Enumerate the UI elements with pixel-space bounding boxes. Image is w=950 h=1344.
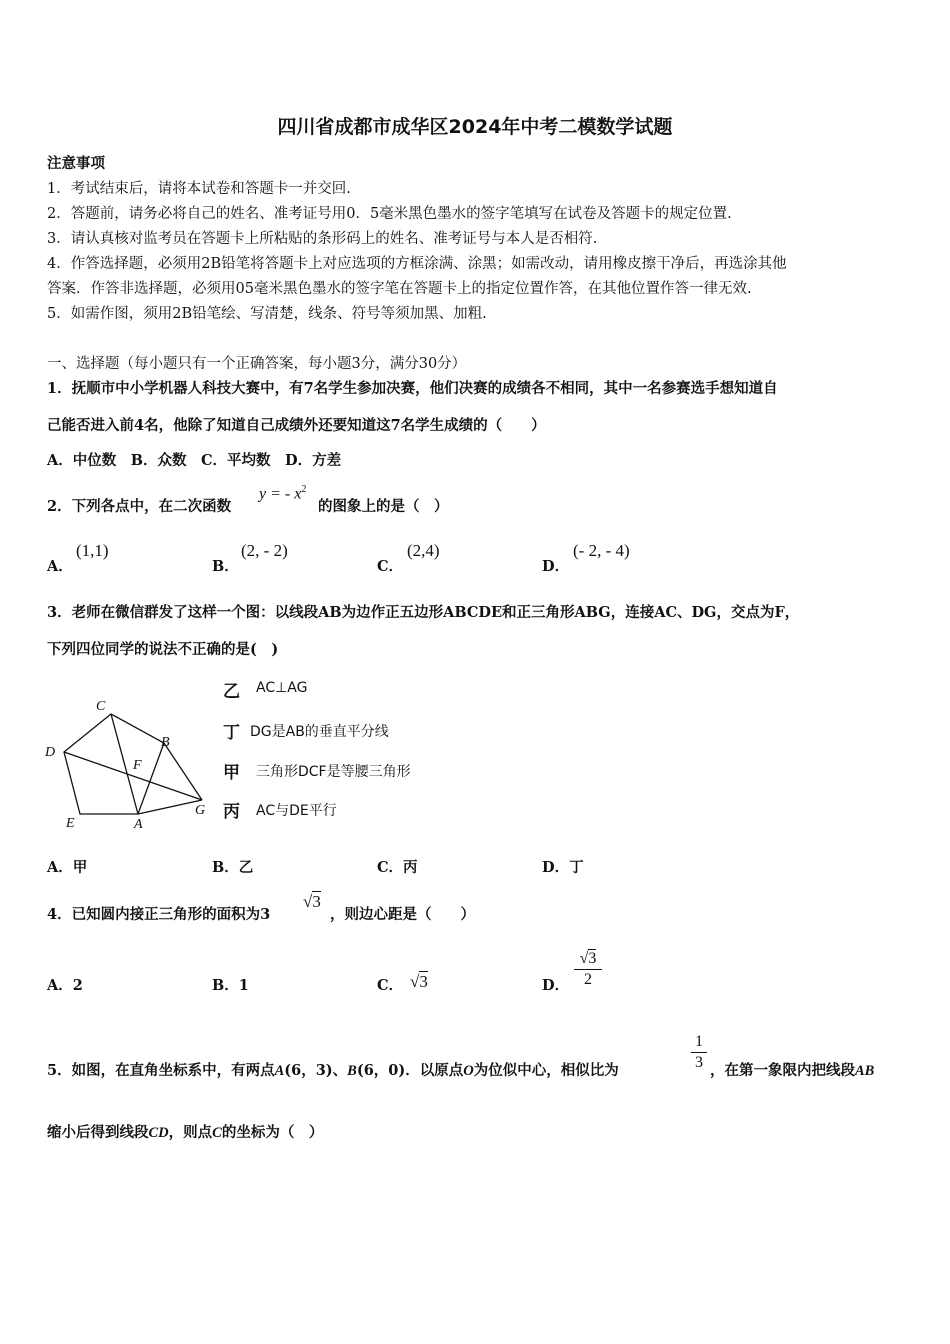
point-label-d: D — [45, 745, 56, 760]
statement-student: 丁 — [223, 723, 240, 743]
q2-option-label: D． — [542, 558, 570, 575]
q5-line1-end: ，在第一象限内把线段AB — [710, 1062, 875, 1079]
q3-option: D．丁 — [542, 859, 584, 876]
q2-stem: 2．下列各点中，在二次函数 — [47, 498, 232, 515]
statement-student: 丙 — [223, 802, 240, 822]
q1-line2: 己能否进入前4名，他除了知道自己成绩外还要知道这7名学生成绩的（ ） — [47, 417, 546, 434]
q4-option-d-fraction: √3 2 — [574, 950, 602, 989]
notice-item: 4．作答选择题，必须用2B铅笔将答题卡上对应选项的方框涂满、涂黑；如需改动，请用橡皮擦干净后，再选涂其他 — [47, 256, 787, 272]
q4-option: B．1 — [212, 977, 249, 994]
q4-option-c-sqrt: √3 — [410, 972, 428, 991]
notice-heading: 注意事项 — [47, 155, 105, 172]
statement-student: 乙 — [223, 682, 240, 702]
point-label-c: C — [96, 699, 106, 714]
statement-text: AC⊥AG — [256, 680, 308, 696]
q2-option-value: (- 2, - 4) — [573, 541, 630, 560]
q2-option-label: C． — [377, 558, 404, 575]
pentagon-abcde — [64, 714, 164, 814]
point-label-f: F — [133, 758, 142, 773]
q2-option-value: (2, - 2) — [241, 541, 288, 560]
q3-line2: 下列四位同学的说法不正确的是( ) — [47, 641, 279, 658]
q1-options: A．中位数 B．众数 C．平均数 D．方差 — [47, 452, 342, 469]
q5-line2: 缩小后得到线段CD，则点C的坐标为（ ） — [47, 1124, 324, 1141]
statement-student: 甲 — [223, 763, 240, 783]
q3-option: C．丙 — [377, 859, 418, 876]
q4-sqrt: √3 — [303, 892, 321, 911]
notice-item: 5．如需作图，须用2B铅笔绘、写清楚，线条、符号等须加黑、加粗. — [47, 306, 487, 322]
q3-option: B．乙 — [212, 859, 254, 876]
point-label-a: A — [134, 817, 143, 832]
q4-option: A．2 — [47, 977, 83, 994]
q3-line1: 3．老师在微信群发了这样一个图：以线段AB为边作正五边形ABCDE和正三角形ABG，连接AC、DG，交点为F， — [47, 604, 800, 621]
q5-ratio-fraction: 1 3 — [691, 1033, 707, 1072]
point-label-g: G — [195, 803, 206, 818]
segment-bg — [164, 743, 202, 800]
q2-option-value: (1,1) — [76, 541, 109, 560]
notice-item: 1．考试结束后，请将本试卷和答题卡一并交回. — [47, 181, 351, 197]
segment-ag — [138, 800, 202, 814]
notice-item: 2．答题前，请务必将自己的姓名、准考证号用0．5毫米黑色墨水的签字笔填写在试卷及答题卡的规定位置. — [47, 206, 732, 222]
q2-option-label: B． — [212, 558, 239, 575]
pentagon-figure — [40, 690, 220, 835]
q4-stem: 4．已知圆内接正三角形的面积为3 — [47, 906, 271, 923]
q2-option-label: A． — [47, 558, 73, 575]
statement-text: AC与DE平行 — [256, 803, 337, 819]
statement-text: 三角形DCF是等腰三角形 — [256, 764, 411, 780]
q5-line1: 5．如图，在直角坐标系中，有两点A(6，3)、B(6，0)．以原点O为位似中心，相似比为 — [47, 1062, 619, 1079]
q4-option: C． — [377, 977, 404, 994]
q2-option-value: (2,4) — [407, 541, 440, 560]
section-heading: 一、选择题（每小题只有一个正确答案，每小题3分，满分30分） — [47, 356, 467, 372]
q4-stem-end: ，则边心距是（ ） — [330, 906, 475, 923]
q2-formula: y = - $x^2$ — [259, 484, 307, 503]
q2-stem-end: 的图象上的是（ ） — [318, 498, 449, 515]
q1-line1: 1．抚顺市中小学机器人科技大赛中，有7名学生参加决赛，他们决赛的成绩各不相同，其中一名参赛选手想知道自 — [47, 380, 778, 397]
q4-option: D． — [542, 977, 570, 994]
notice-item: 3．请认真核对监考员在答题卡上所粘贴的条形码上的姓名、准考证号与本人是否相符. — [47, 231, 598, 247]
point-label-b: B — [161, 735, 170, 750]
q3-option: A．甲 — [47, 859, 88, 876]
page-title: 四川省成都市成华区2024年中考二模数学试题 — [277, 116, 673, 138]
notice-item: 答案．作答非选择题，必须用05毫米黑色墨水的签字笔在答题卡上的指定位置作答，在其他位置作答一律无效. — [47, 281, 752, 297]
statement-text: DG是AB的垂直平分线 — [250, 724, 389, 740]
point-label-e: E — [66, 816, 75, 831]
